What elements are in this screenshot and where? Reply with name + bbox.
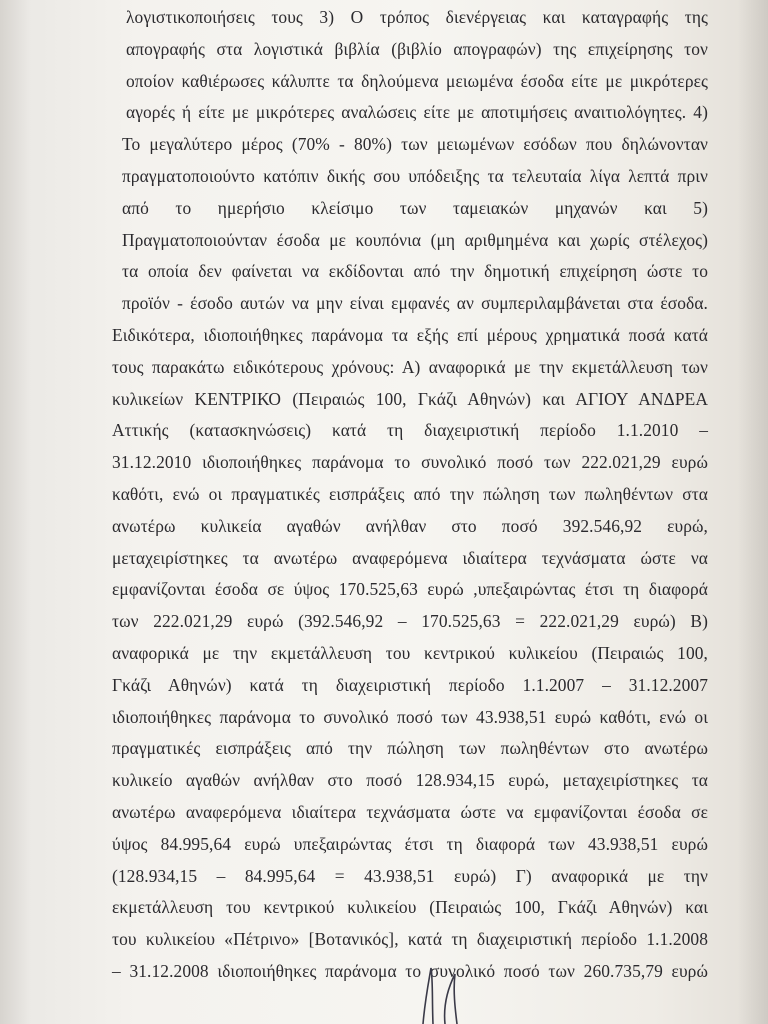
page-edge-shadow-right [738,0,768,1024]
text-line: ιδιοποιήθηκες παράνομα το συνολικό ποσό των 43.938,51 ευρώ καθότι, ενώ οι [112,706,708,727]
text-line: Αττικής (κατασκηνώσεις) κατά τη διαχειριστική περίοδο 1.1.2010 – [112,420,708,441]
text-line: κυλικείων ΚΕΝΤΡΙΚΟ (Πειραιώς 100, Γκάζι Αθηνών) και ΑΓΙΟΥ ΑΝΔΡΕΑ [112,388,708,409]
text-line: απογραφής στα λογιστικά βιβλία (βιβλίο απογραφών) της επιχείρησης τον [126,38,708,59]
text-line: λογιστικοποιήσεις τους 3) Ο τρόπος διενέργειας και καταγραφής της [126,7,708,27]
text-line: μεταχειρίστηκες τα ανωτέρω αναφερόμενα ιδιαίτερα τεχνάσματα ώστε να [112,547,708,568]
text-line: – 31.12.2008 ιδιοποιήθηκες παράνομα το συνολικό ποσό των 260.735,79 ευρώ [112,961,708,981]
text-line: των 222.021,29 ευρώ (392.546,92 – 170.525,63 = 222.021,29 ευρώ) Β) [112,611,708,632]
text-line: ανωτέρω κυλικεία αγαθών ανήλθαν στο ποσό 392.546,92 ευρώ, [112,515,708,536]
signature-mark [405,960,475,1024]
text-line: αναφορικά με την εκμετάλλευση του κεντρικού κυλικείου (Πειραιώς 100, [112,643,708,663]
text-line: κυλικείο αγαθών ανήλθαν στο ποσό 128.934,15 ευρώ, μεταχειρίστηκες τα [112,770,708,791]
page-edge-shadow-left [0,0,30,1024]
text-line: (128.934,15 – 84.995,64 = 43.938,51 ευρώ) Γ) αναφορικά με την [112,865,708,886]
text-line: Πραγματοποιούνταν έσοδα με κουπόνια (μη αριθμημένα και χωρίς στέλεχος) [122,229,708,250]
text-line: Ειδικότερα, ιδιοποιήθηκες παράνομα τα εξής επί μέρους χρηματικά ποσά κατά [112,325,708,345]
text-line: προϊόν - έσοδο αυτών να μην είναι εμφανές αν συμπεριλαμβάνεται στα έσοδα. [122,293,708,314]
text-line: Γκάζι Αθηνών) κατά τη διαχειριστική περίοδο 1.1.2007 – 31.12.2007 [112,674,708,695]
text-line: ανωτέρω αναφερόμενα ιδιαίτερα τεχνάσματα ώστε να εμφανίζονται έσοδα σε [112,802,708,822]
text-line: οποίον καθιέρωσες κάλυπτε τα δηλούμενα μειωμένα έσοδα είτε με μικρότερες [126,70,708,91]
text-line: Το μεγαλύτερο μέρος (70% - 80%) των μειωμένων εσόδων που δηλώνονταν [122,134,708,155]
text-line: ύψος 84.995,64 ευρώ υπεξαιρώντας έτσι τη διαφορά των 43.938,51 ευρώ [112,833,708,854]
text-line: τα οποία δεν φαίνεται να εκδίδονται από την δημοτική επιχείρηση ώστε το [122,261,708,282]
text-line: πραγματικές εισπράξεις από την πώληση των πωληθέντων στο ανωτέρω [112,738,708,759]
text-line: εμφανίζονται έσοδα σε ύψος 170.525,63 ευρώ ,υπεξαιρώντας έτσι τη διαφορά [112,579,708,600]
text-line: από το ημερήσιο κλείσιμο των ταμειακών μηχανών και 5) [122,197,708,218]
text-line: του κυλικείου «Πέτρινο» [Βοτανικός], κατά τη διαχειριστική περίοδο 1.1.2008 [112,929,708,950]
text-line: αγορές ή είτε με μικρότερες αναλώσεις είτε με αποτιμήσεις αναιτιολόγητες. 4) [126,102,708,123]
text-line: καθότι, ενώ οι πραγματικές εισπράξεις από την πώληση των πωληθέντων στα [112,484,708,504]
text-line: τους παρακάτω ειδικότερους χρόνους: Α) αναφορικά με την εκμετάλλευση των [112,356,708,377]
text-line: πραγματοποιούντο κατόπιν δικής σου υπόδειξης τα τελευταία λίγα λεπτά πριν [122,166,708,186]
text-line: 31.12.2010 ιδιοποιήθηκες παράνομα το συνολικό ποσό των 222.021,29 ευρώ [112,452,708,473]
text-line: εκμετάλλευση του κεντρικού κυλικείου (Πειραιώς 100, Γκάζι Αθηνών) και [112,897,708,918]
